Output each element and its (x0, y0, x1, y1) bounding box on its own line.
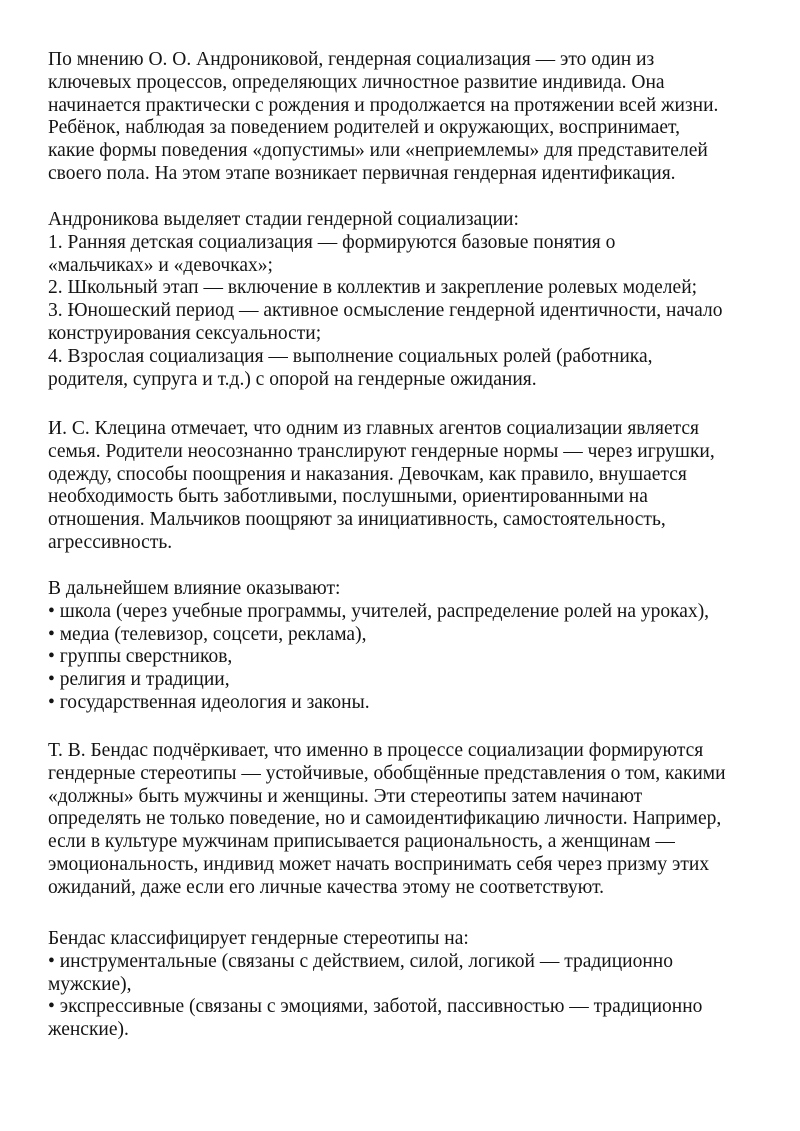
text-line: необходимость быть заботливыми, послушными, ориентированными на (48, 486, 648, 508)
text-line: какие формы поведения «допустимы» или «неприемлемы» для представителей (48, 140, 708, 162)
paragraph-bendas (48, 740, 768, 900)
text-line: И. С. Клецина отмечает, что одним из главных агентов социализации является (48, 418, 699, 439)
text-line: женские). (48, 1019, 129, 1041)
list-item: • инструментальные (связаны с действием, силой, логикой — традиционно (48, 950, 673, 972)
list-item: 2. Школьный этап — включение в коллектив и закрепление ролевых моделей; (48, 277, 698, 299)
list-item: • государственная идеология и законы. (48, 691, 370, 713)
paragraph-andronikova (48, 49, 768, 186)
text-line: ожиданий, даже если его личные качества этому не соответствуют. (48, 876, 605, 898)
list-item: • школа (через учебные программы, учителей, распределение ролей на уроках), (48, 600, 710, 622)
text-line: если в культуре мужчинам приписывается рациональность, а женщинам — (48, 831, 675, 853)
text-line: агрессивность. (48, 531, 173, 553)
text-line: По мнению О. О. Андрониковой, гендерная социализация — это один из (48, 49, 655, 70)
list-item: 3. Юношеский период — активное осмысление гендерной идентичности, начало (48, 300, 723, 322)
text-line: Т. В. Бендас подчёркивает, что именно в процессе социализации формируются (48, 740, 704, 761)
text-line: ключевых процессов, определяющих личностное развитие индивида. Она (48, 71, 665, 93)
text-line: Андроникова выделяет стадии гендерной социализации: (48, 209, 519, 230)
paragraph-kletsina (48, 418, 768, 555)
text-line: родителя, супруга и т.д.) с опорой на гендерные ожидания. (48, 368, 537, 390)
paragraph-stereotypes-list (48, 928, 768, 1042)
list-item: • экспрессивные (связаны с эмоциями, заботой, пассивностью — традиционно (48, 996, 703, 1018)
text-line: одежду, способы поощрения и наказания. Девочкам, как правило, внушается (48, 463, 687, 485)
text-line: Ребёнок, наблюдая за поведением родителей и окружающих, воспринимает, (48, 117, 680, 139)
list-item: 4. Взрослая социализация — выполнение социальных ролей (работника, (48, 345, 653, 367)
text-line: определять не только поведение, но и самоидентификацию личности. Например, (48, 808, 722, 830)
text-line: гендерные стереотипы — устойчивые, обобщённые представления о том, какими (48, 762, 726, 784)
text-line: конструирования сексуальности; (48, 322, 322, 344)
list-item: 1. Ранняя детская социализация — формируются базовые понятия о (48, 231, 616, 253)
text-line: Бендас классифицирует гендерные стереотипы на: (48, 928, 469, 949)
text-line: эмоциональность, индивид может начать воспринимать себя через призму этих (48, 853, 710, 875)
text-line: «должны» быть мужчины и женщины. Эти стереотипы затем начинают (48, 785, 643, 807)
text-line: отношения. Мальчиков поощряют за инициативность, самостоятельность, (48, 509, 666, 531)
text-line: В дальнейшем влияние оказывают: (48, 578, 341, 599)
text-line: мужские), (48, 973, 132, 995)
text-line: начинается практически с рождения и продолжается на протяжении всей жизни. (48, 94, 719, 116)
text-line: семья. Родители неосознанно транслируют гендерные нормы — через игрушки, (48, 440, 715, 462)
list-item: • религия и традиции, (48, 669, 230, 691)
text-line: «мальчиках» и «девочках»; (48, 254, 273, 276)
paragraph-influences-list (48, 578, 768, 715)
text-line: своего пола. На этом этапе возникает первичная гендерная идентификация. (48, 162, 676, 184)
list-item: • группы сверстников, (48, 646, 233, 668)
paragraph-stages-list (48, 209, 768, 391)
list-item: • медиа (телевизор, соцсети, реклама), (48, 623, 367, 645)
